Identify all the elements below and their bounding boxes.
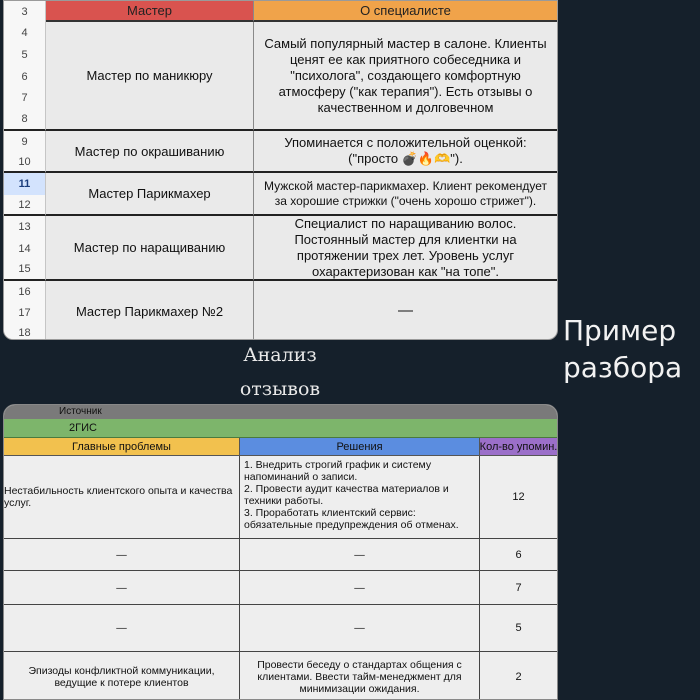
mentions-count[interactable]: 12 <box>480 456 557 539</box>
problem-cell[interactable]: — <box>4 571 240 605</box>
solution-item: 2. Провести аудит качества материалов и техники работы. <box>244 483 449 507</box>
row-number[interactable]: 12 <box>4 195 46 216</box>
solution-item: 1. Внедрить строгий график и систему напоминаний о записи. <box>244 459 432 483</box>
row-number[interactable]: 3 <box>4 1 46 22</box>
master-name-cell[interactable]: Мастер по маникюру <box>46 22 254 131</box>
section-title-line1: Анализ <box>243 344 317 366</box>
row-number[interactable]: 13 <box>4 216 46 238</box>
header-solutions[interactable]: Решения <box>240 438 480 456</box>
mentions-count[interactable]: 2 <box>515 670 522 683</box>
review-analysis-table <box>3 404 558 700</box>
row-number-selected[interactable]: 11 <box>4 173 46 195</box>
source-value[interactable]: 2ГИС <box>4 419 557 438</box>
header-problems[interactable]: Главные проблемы <box>4 438 240 456</box>
mentions-count[interactable]: 6 <box>480 539 557 571</box>
master-name-cell[interactable]: Мастер по окрашиванию <box>46 131 254 173</box>
master-about-cell[interactable]: Мужской мастер-парикмахер. Клиент рекомендует за хорошие стрижки ("очень хорошо стрижет"). <box>254 173 557 216</box>
solution-cell[interactable]: — <box>240 605 480 652</box>
side-title-line1: Пример <box>563 314 677 347</box>
row-number[interactable]: 18 <box>4 324 46 340</box>
problem-cell[interactable]: — <box>4 539 240 571</box>
solution-cell[interactable]: — <box>240 539 480 571</box>
problem-cell[interactable]: — <box>4 605 240 652</box>
row-number[interactable]: 8 <box>4 109 46 131</box>
side-title <box>563 312 682 386</box>
row-number[interactable]: 9 <box>4 131 46 152</box>
master-name-cell[interactable]: Мастер по наращиванию <box>46 216 254 281</box>
row-number[interactable]: 16 <box>4 281 46 302</box>
header-master[interactable]: Мастер <box>46 1 254 22</box>
row-number[interactable]: 4 <box>4 22 46 44</box>
master-about-cell[interactable]: Упоминается с положительной оценкой: ("просто 💣🔥🫶"). <box>254 131 557 173</box>
master-about-cell[interactable]: Специалист по наращиванию волос. Постоянный мастер для клиентки на протяжении трех лет. Уровень услуг охарактеризован как "на топе". <box>254 216 557 281</box>
solution-cell[interactable] <box>240 456 480 539</box>
master-about-cell[interactable]: — <box>398 302 413 319</box>
master-about-cell[interactable]: Самый популярный мастер в салоне. Клиенты ценят ее как приятного собеседника и "психолога", создающего комфортную атмосферу ("как терапия"). Есть отзывы о качественном и долговечном <box>254 22 557 131</box>
header-about[interactable]: О специалисте <box>254 1 557 22</box>
mentions-count[interactable]: 5 <box>480 605 557 652</box>
section-title-line2: отзывов <box>239 378 321 400</box>
problem-cell[interactable]: Эпизоды конфликтной коммуникации, ведущие к потере клиентов <box>4 652 240 700</box>
side-title-line2: разбора <box>563 351 683 384</box>
row-number[interactable]: 5 <box>4 44 46 66</box>
mentions-count[interactable]: 7 <box>480 571 557 605</box>
row-number[interactable]: 17 <box>4 302 46 324</box>
problem-cell[interactable]: Нестабильность клиентского опыта и качества услуг. <box>4 456 240 539</box>
row-number[interactable]: 6 <box>4 66 46 87</box>
master-table <box>3 0 558 340</box>
row-number[interactable]: 14 <box>4 238 46 259</box>
row-number[interactable]: 7 <box>4 87 46 109</box>
solution-item: 3. Проработать клиентский сервис: обязательные предупреждения об отменах. <box>244 507 459 531</box>
master-name-cell[interactable]: Мастер Парикмахер №2 <box>46 281 254 340</box>
master-name-cell[interactable]: Мастер Парикмахер <box>46 173 254 216</box>
row-number[interactable]: 15 <box>4 259 46 281</box>
row-number[interactable]: 10 <box>4 152 46 173</box>
source-label[interactable]: Источник <box>4 405 557 419</box>
solution-cell[interactable]: — <box>240 571 480 605</box>
header-mentions[interactable]: Кол-во упомин. <box>480 438 557 456</box>
solution-cell[interactable]: Провести беседу о стандартах общения с клиентами. Ввести тайм-менеджмент для минимизации ожидания. <box>240 652 480 700</box>
